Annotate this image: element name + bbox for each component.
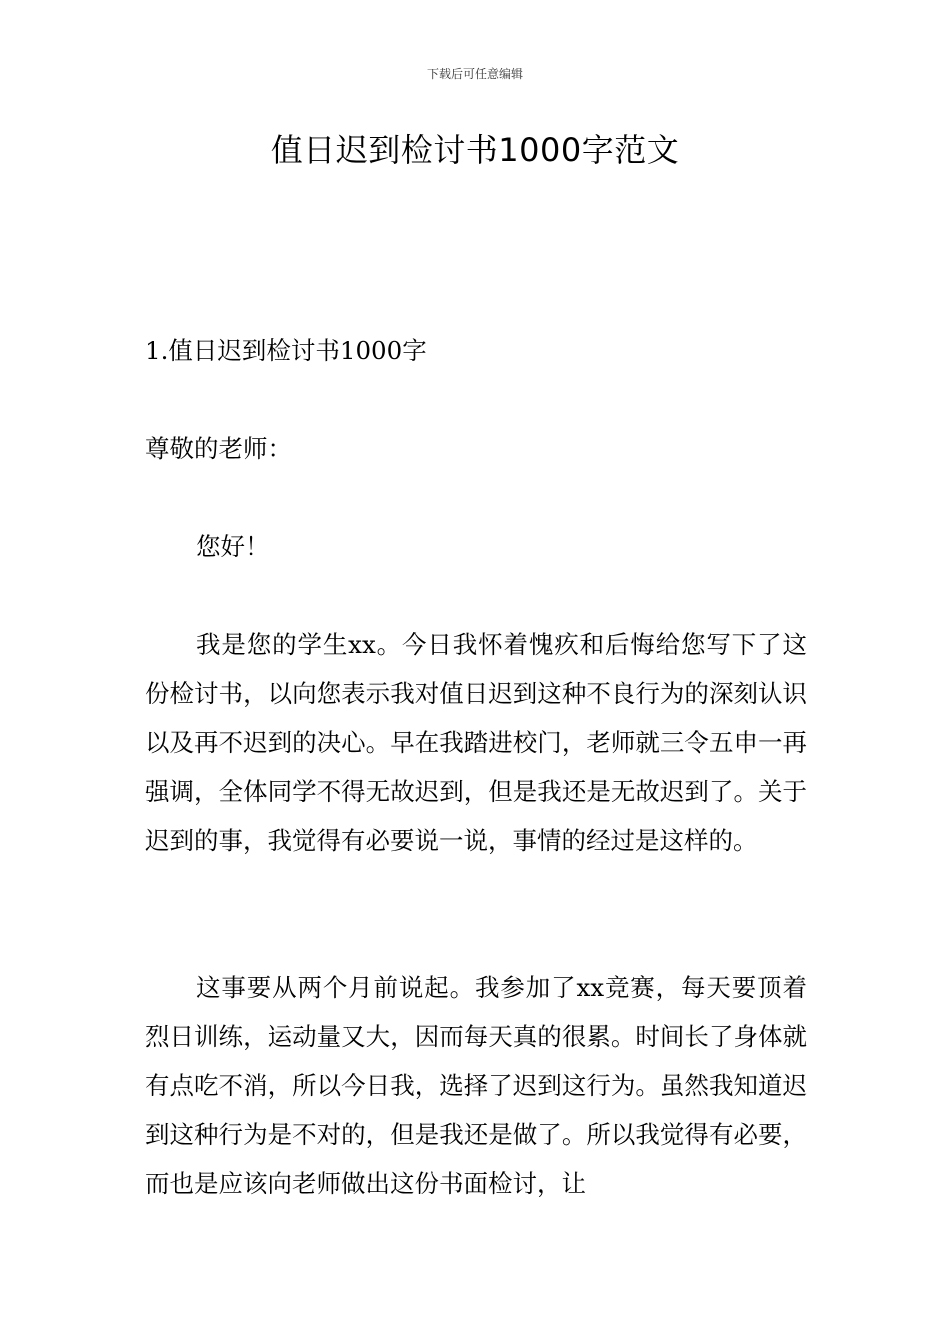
document-title: 值日迟到检讨书1000字范文 — [270, 131, 680, 169]
paragraph: 这事要从两个月前说起。我参加了xx竞赛，每天要顶着烈日训练，运动量又大，因而每天真的很累。时间长了身体就有点吃不消，所以今日我，选择了迟到这行为。虽然我知道迟到这种行为是不对的，但是我还是做了。所以我觉得有必要，而也是应该向老师做出这份书面检讨，让 — [145, 973, 807, 1198]
section-heading: 1.值日迟到检讨书1000字 — [145, 336, 427, 365]
greeting: 您好！ — [196, 532, 270, 561]
header-note: 下载后可任意编辑 — [426, 67, 523, 81]
paragraph: 我是您的学生xx。今日我怀着愧疚和后悔给您写下了这份检讨书，以向您表示我对值日迟到这种不良行为的深刻认识以及再不迟到的决心。早在我踏进校门，老师就三令五申一再强调，全体同学不得无故迟到，但是我还是无故迟到了。关于迟到的事，我觉得有必要说一说，事情的经过是这样的。 — [145, 630, 807, 855]
salutation: 尊敬的老师： — [145, 434, 292, 463]
